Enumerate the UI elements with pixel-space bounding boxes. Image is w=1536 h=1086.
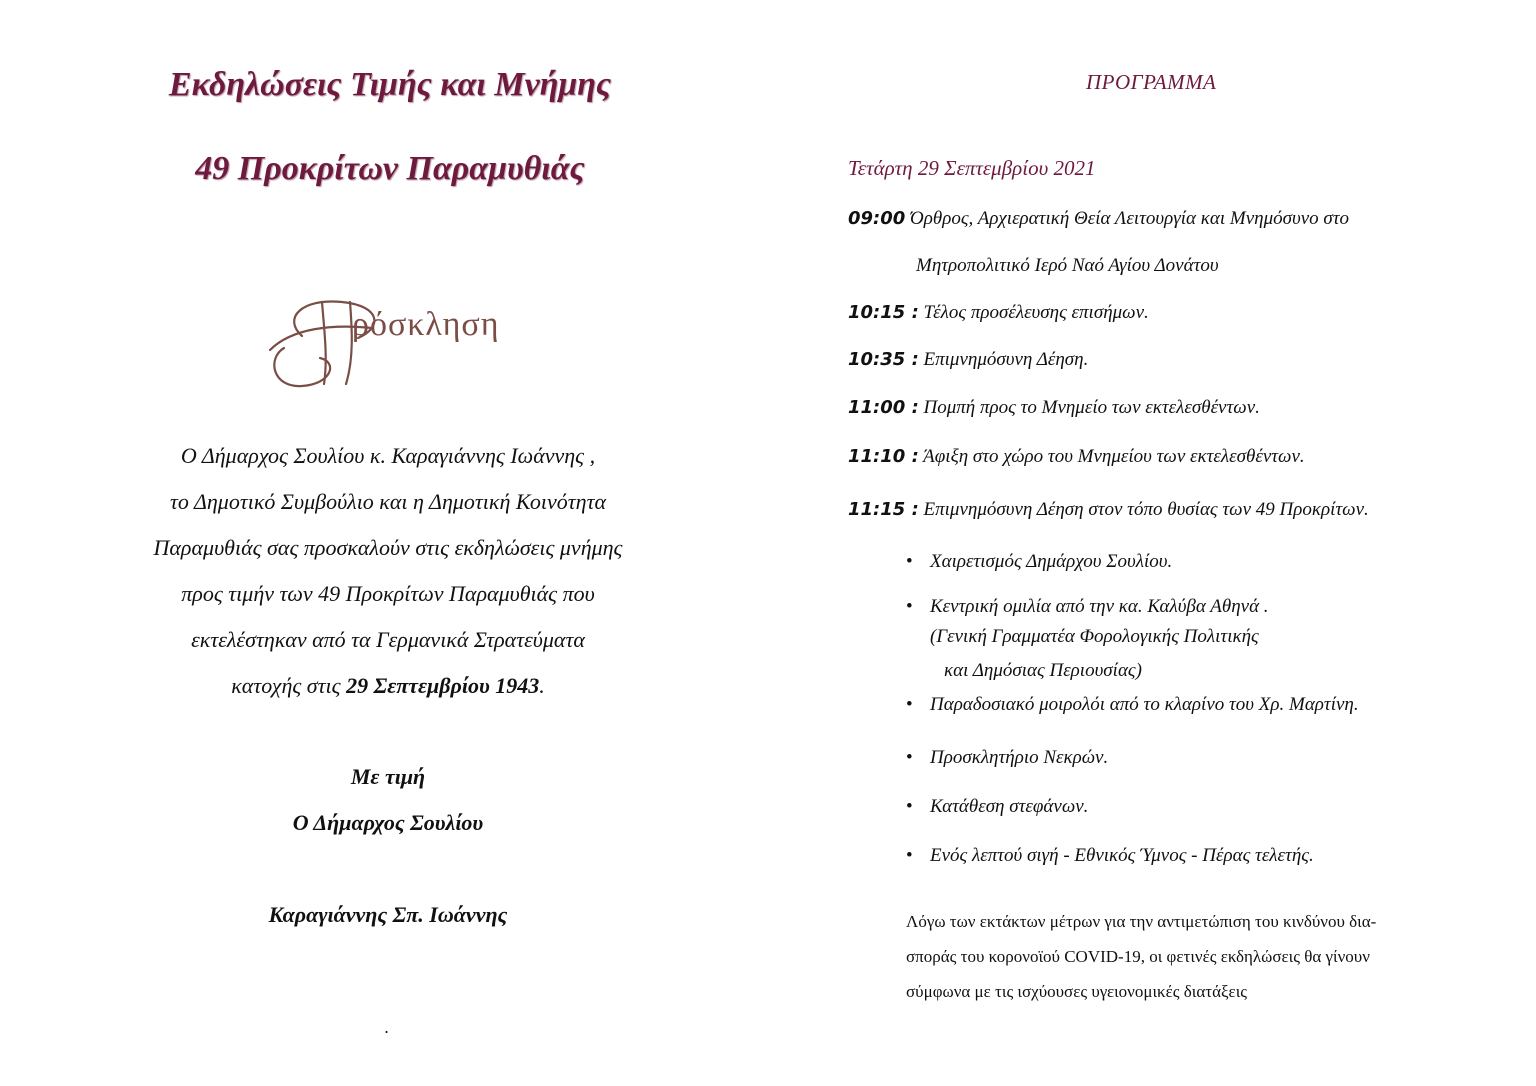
schedule-item-5 (848, 446, 1305, 468)
schedule-text: Επιμνημόσυνη Δέηση. (918, 349, 1089, 370)
bullet-icon: • (906, 747, 913, 768)
bullet-icon: • (906, 596, 913, 617)
schedule-time: 10:35 : (848, 349, 919, 370)
trailing-dot: . (384, 1018, 390, 1037)
body-line-6-suffix: . (539, 673, 545, 698)
program-bullet-4 (906, 747, 1108, 769)
body-line-3: Παραμυθιάς σας προσκαλούν στις εκδηλώσεις μνήμης (153, 535, 623, 560)
schedule-text: Όρθρος, Αρχιερατική Θεία Λειτουργία και Μνημόσυνο στο (905, 208, 1350, 229)
bullet-text: Παραδοσιακό μοιρολόι από το κλαρίνο του Χρ. Μαρτίνη. (930, 694, 1359, 715)
schedule-time: 11:15 : (848, 499, 919, 520)
bullet-icon: • (906, 694, 913, 715)
schedule-text: Επιμνημόσυνη Δέηση στον τόπο θυσίας των 49 Προκρίτων. (918, 499, 1369, 520)
speaker-role-line-1: (Γενική Γραμματέα Φορολογικής Πολιτικής (930, 626, 1259, 647)
invitation-word: ρόσκληση (352, 306, 500, 343)
schedule-item-4 (848, 397, 1260, 419)
program-bullet-3 (906, 694, 1359, 716)
program-title: ΠΡΟΓΡΑΜΜΑ (1086, 70, 1217, 94)
body-line-4: προς τιμήν των 49 Προκρίτων Παραμυθιάς που (181, 581, 595, 606)
right-page (768, 0, 1536, 1086)
bullet-text: Κατάθεση στεφάνων. (930, 796, 1089, 817)
program-bullet-6 (906, 845, 1314, 867)
schedule-text: Τέλος προσέλευσης επισήμων. (918, 302, 1149, 323)
covid-note-line-2: σποράς του κορονοϊού COVID-19, οι φετινές εκδηλώσεις θα γίνουν (906, 947, 1370, 966)
title-line-1: Εκδηλώσεις Τιμής και Μνήμης (168, 66, 612, 103)
body-line-6 (0, 673, 776, 699)
program-bullet-5 (906, 796, 1088, 818)
covid-note-line-3: σύμφωνα με τις ισχύουσες υγειονομικές διατάξεις (906, 982, 1247, 1001)
schedule-time: 11:10 : (848, 446, 919, 467)
bullet-text: Προσκλητήριο Νεκρών. (930, 747, 1109, 768)
covid-note-line-1: Λόγω των εκτάκτων μέτρων για την αντιμετώπιση του κινδύνου δια- (906, 912, 1377, 931)
schedule-item-6 (848, 499, 1369, 521)
schedule-text: Άφιξη στο χώρο του Μνημείου των εκτελεσθέντων. (918, 446, 1305, 467)
speaker-role-line-2: και Δημόσιας Περιουσίας) (944, 660, 1142, 681)
bullet-icon: • (906, 796, 913, 817)
body-line-1: Ο Δήμαρχος Σουλίου κ. Καραγιάννης Ιωάννης , (180, 443, 596, 468)
schedule-text: Πομπή προς το Μνημείο των εκτελεσθέντων. (918, 397, 1260, 418)
signatory-title: Ο Δήμαρχος Σουλίου (292, 810, 484, 835)
bullet-text: Κεντρική ομιλία από την κα. Καλύβα Αθηνά . (930, 596, 1269, 617)
signatory-name: Καραγιάννης Σπ. Ιωάννης (268, 902, 508, 927)
closing: Με τιμή (350, 764, 426, 789)
schedule-item-1 (848, 208, 1349, 230)
body-line-6-prefix: κατοχής στις (231, 673, 347, 698)
schedule-item-1-continuation: Μητροπολιτικό Ιερό Ναό Αγίου Δονάτου (916, 255, 1219, 276)
schedule-item-3 (848, 349, 1088, 371)
schedule-item-2 (848, 302, 1149, 324)
schedule-time: 09:00 (848, 208, 906, 229)
body-line-2: το Δημοτικό Συμβούλιο και η Δημοτική Κοινότητα (170, 489, 606, 514)
title-line-2: 49 Προκρίτων Παραμυθιάς (195, 150, 585, 187)
bullet-text: Ενός λεπτού σιγή - Εθνικός Ύμνος - Πέρας τελετής. (930, 845, 1314, 866)
bullet-icon: • (906, 845, 913, 866)
bullet-icon: • (906, 551, 913, 572)
bullet-text: Χαιρετισμός Δημάρχου Σουλίου. (930, 551, 1173, 572)
event-date: Τετάρτη 29 Σεπτεμβρίου 2021 (848, 156, 1096, 180)
body-line-5: εκτελέστηκαν από τα Γερμανικά Στρατεύματα (191, 627, 585, 652)
schedule-time: 10:15 : (848, 302, 919, 323)
program-bullet-2 (906, 596, 1269, 618)
program-bullet-1 (906, 551, 1172, 573)
schedule-time: 11:00 : (848, 397, 919, 418)
commemoration-date: 29 Σεπτεμβρίου 1943 (346, 673, 540, 698)
